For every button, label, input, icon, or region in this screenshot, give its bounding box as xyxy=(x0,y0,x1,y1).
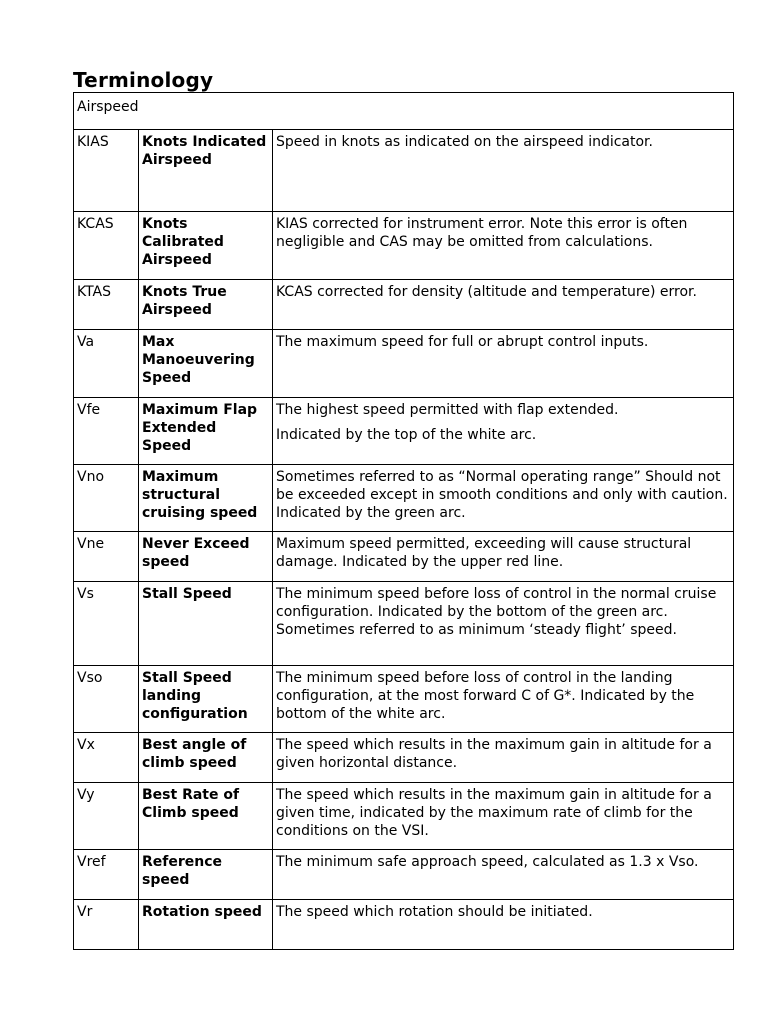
definition-text: KCAS corrected for density (altitude and temperature) error. xyxy=(276,284,697,300)
table-row xyxy=(74,783,734,850)
table-row xyxy=(74,582,734,666)
definition-cell xyxy=(273,212,734,280)
term-cell: Maximum Flap Extended Speed xyxy=(139,398,273,465)
table-row xyxy=(74,532,734,582)
definition-cell xyxy=(273,733,734,783)
section-title: Airspeed xyxy=(74,93,734,130)
terminology-table xyxy=(73,92,734,950)
definition-text: The speed which results in the maximum gain in altitude for a given time, indicated by the maximum rate of climb for the conditions on the VSI. xyxy=(276,787,712,839)
table-row xyxy=(74,280,734,330)
table-row xyxy=(74,398,734,465)
definition-cell xyxy=(273,330,734,398)
table-row xyxy=(74,212,734,280)
abbreviation-cell: Vne xyxy=(74,532,139,582)
table-row xyxy=(74,666,734,733)
definition-text: Sometimes referred to as “Normal operating range” Should not be exceeded except in smooth conditions and only with caution. Indicated by the green arc. xyxy=(276,469,728,521)
term-cell: Best Rate of Climb speed xyxy=(139,783,273,850)
page-title: Terminology xyxy=(73,68,214,92)
definition-text: KIAS corrected for instrument error. Note this error is often negligible and CAS may be omitted from calculations. xyxy=(276,216,688,250)
abbreviation-cell: Vso xyxy=(74,666,139,733)
term-cell: Max Manoeuvering Speed xyxy=(139,330,273,398)
abbreviation-cell: Va xyxy=(74,330,139,398)
term-cell: Stall Speed xyxy=(139,582,273,666)
section-header-row xyxy=(74,93,734,130)
definition-text: The minimum speed before loss of control in the normal cruise configuration. Indicated by the bottom of the green arc. Sometimes referred to as minimum ‘steady flight’ speed. xyxy=(276,586,717,638)
term-cell: Knots Calibrated Airspeed xyxy=(139,212,273,280)
term-cell: Knots True Airspeed xyxy=(139,280,273,330)
definition-cell xyxy=(273,465,734,532)
definition-text: Maximum speed permitted, exceeding will cause structural damage. Indicated by the upper red line. xyxy=(276,536,692,570)
term-cell: Reference speed xyxy=(139,850,273,900)
table-row xyxy=(74,465,734,532)
definition-cell xyxy=(273,532,734,582)
table-row xyxy=(74,130,734,212)
definition-cell xyxy=(273,130,734,212)
table-row xyxy=(74,850,734,900)
definition-cell xyxy=(273,666,734,733)
table-row xyxy=(74,733,734,783)
definition-text: Indicated by the top of the white arc. xyxy=(276,427,537,443)
abbreviation-cell: KCAS xyxy=(74,212,139,280)
abbreviation-cell: Vx xyxy=(74,733,139,783)
term-cell: Knots Indicated Airspeed xyxy=(139,130,273,212)
definition-text: The minimum safe approach speed, calculated as 1.3 x Vso. xyxy=(276,854,699,870)
abbreviation-cell: Vs xyxy=(74,582,139,666)
definition-cell xyxy=(273,850,734,900)
term-cell: Maximum structural cruising speed xyxy=(139,465,273,532)
abbreviation-cell: KTAS xyxy=(74,280,139,330)
definition-cell xyxy=(273,398,734,465)
abbreviation-cell: KIAS xyxy=(74,130,139,212)
abbreviation-cell: Vy xyxy=(74,783,139,850)
term-cell: Rotation speed xyxy=(139,900,273,950)
abbreviation-cell: Vref xyxy=(74,850,139,900)
term-cell: Never Exceed speed xyxy=(139,532,273,582)
definition-text: The maximum speed for full or abrupt control inputs. xyxy=(276,334,649,350)
definition-cell xyxy=(273,900,734,950)
table-row xyxy=(74,900,734,950)
abbreviation-cell: Vr xyxy=(74,900,139,950)
term-cell: Stall Speed landing configuration xyxy=(139,666,273,733)
definition-text: The highest speed permitted with flap extended. xyxy=(276,402,619,418)
definition-text: The minimum speed before loss of control in the landing configuration, at the most forward C of G*. Indicated by the bottom of the white arc. xyxy=(276,670,695,722)
definition-text: The speed which rotation should be initiated. xyxy=(276,904,593,920)
abbreviation-cell: Vno xyxy=(74,465,139,532)
table-row xyxy=(74,330,734,398)
term-cell: Best angle of climb speed xyxy=(139,733,273,783)
definition-cell xyxy=(273,582,734,666)
definition-text: The speed which results in the maximum gain in altitude for a given horizontal distance. xyxy=(276,737,712,771)
definition-text: Speed in knots as indicated on the airspeed indicator. xyxy=(276,134,653,150)
definition-cell xyxy=(273,783,734,850)
definition-cell xyxy=(273,280,734,330)
abbreviation-cell: Vfe xyxy=(74,398,139,465)
